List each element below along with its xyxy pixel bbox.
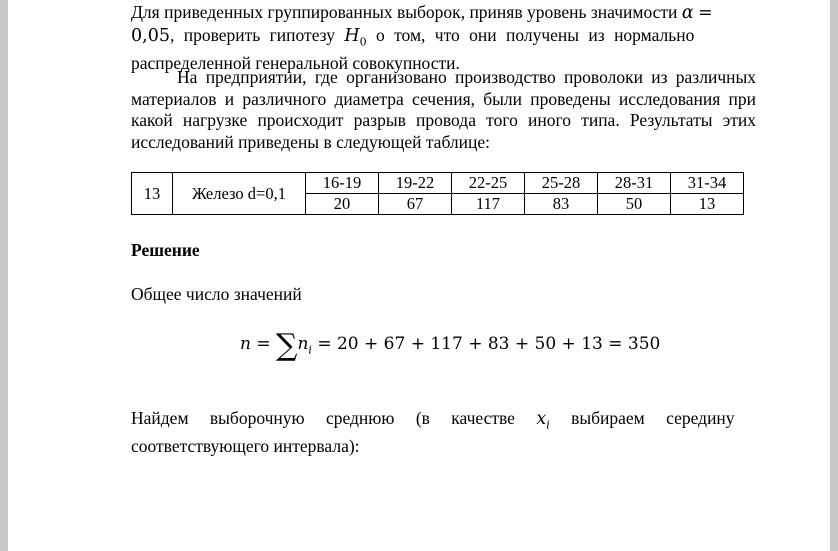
intro-line-1-text: Для приведенных группированных выборок, приняв уровень значимости xyxy=(131,2,678,22)
count-cell: 50 xyxy=(598,194,671,215)
data-table xyxy=(131,172,744,215)
solution-heading: Решение xyxy=(131,240,200,260)
intro-line-2-end: о том, что они получены из нормально xyxy=(376,24,695,45)
hypothesis-subscript: 0 xyxy=(359,35,367,48)
formula-n-term-subscript: i xyxy=(308,343,312,357)
formula-n-rhs: = 20 + 67 + 117 + 83 + 50 + 13 = 350 xyxy=(317,334,661,354)
count-cell: 13 xyxy=(671,194,744,215)
interval-cell: 22-25 xyxy=(452,173,525,194)
count-cell: 83 xyxy=(525,194,598,215)
interval-cell: 16-19 xyxy=(306,173,379,194)
alpha-value: 0,05 xyxy=(131,25,170,46)
mean-text-before: Найдем выборочную среднюю (в качестве xyxy=(131,408,515,428)
interval-cell: 31-34 xyxy=(671,173,744,194)
intro-paragraph xyxy=(131,2,756,74)
left-margin-bar xyxy=(0,0,8,551)
mean-line-1 xyxy=(131,408,756,436)
alpha-equals: = xyxy=(698,3,713,23)
total-label: Общее число значений xyxy=(131,284,302,304)
xi-subscript: i xyxy=(546,418,550,432)
count-cell: 67 xyxy=(379,194,452,215)
intro-line-3: распределенной генеральной совокупности. xyxy=(131,52,460,73)
task-paragraph: На предприятии, где организовано производство проволоки из различных материалов и различного диаметра сечения, были проведены исследования при какой нагрузке происходит разрыв провода того иного типа. Результаты этих исследований приведены в следующей таблице: xyxy=(131,67,756,152)
formula-n-equals: = xyxy=(256,334,271,354)
mean-line-2: соответствующего интервала): xyxy=(131,436,360,456)
intro-line-2-text: , проверить гипотезу xyxy=(169,24,335,45)
variant-cell: 13 xyxy=(132,173,173,215)
table-row xyxy=(132,173,744,194)
alpha-symbol: α xyxy=(681,3,694,23)
material-cell: Железо d=0,1 xyxy=(173,173,306,215)
formula-n xyxy=(240,328,660,363)
interval-cell: 28-31 xyxy=(598,173,671,194)
formula-n-term: n xyxy=(297,334,309,354)
mean-paragraph xyxy=(131,408,756,458)
right-margin-bar xyxy=(830,0,838,551)
xi-symbol: x xyxy=(536,409,547,429)
mean-text-after: выбираем середину xyxy=(571,408,735,428)
interval-cell: 25-28 xyxy=(525,173,598,194)
count-cell: 117 xyxy=(452,194,525,215)
intro-line-2 xyxy=(131,25,756,53)
hypothesis-symbol: H xyxy=(344,25,360,46)
count-cell: 20 xyxy=(306,194,379,215)
formula-n-lhs: n xyxy=(240,334,251,354)
intro-line-1 xyxy=(131,2,756,25)
sum-symbol: ∑ xyxy=(276,328,298,363)
interval-cell: 19-22 xyxy=(379,173,452,194)
